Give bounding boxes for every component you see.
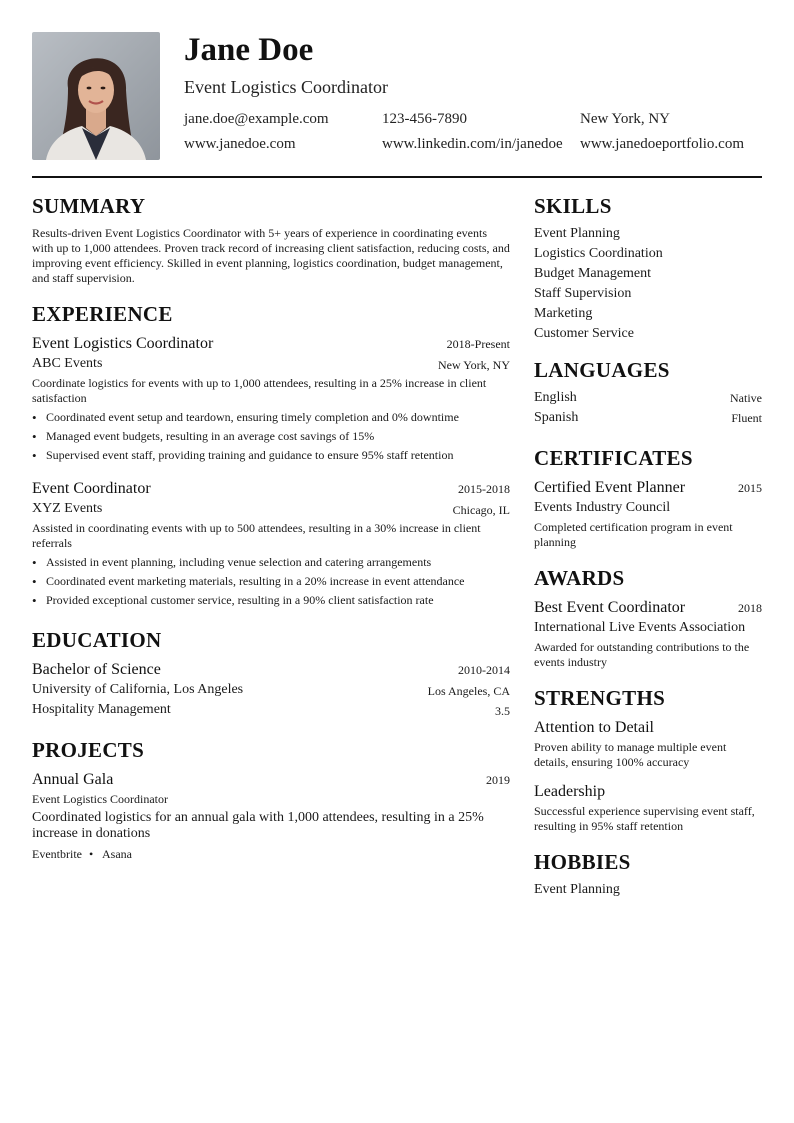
job-bullet: • Supervised event staff, providing training and guidance to ensure 95% staff retention <box>46 448 453 463</box>
education-dates: 2010-2014 <box>458 663 510 677</box>
website-link[interactable]: www.janedoe.com <box>184 136 296 152</box>
job-bullet: • Coordinated event marketing materials, resulting in a 20% increase in event attendance <box>46 574 465 589</box>
skill-item: Customer Service <box>534 326 634 341</box>
separator-dot-icon: • <box>89 847 94 861</box>
skill-item: Marketing <box>534 306 593 321</box>
language-name: Spanish <box>534 410 579 425</box>
summary-text: Results-driven Event Logistics Coordinator with 5+ years of experience in coordinating events with up to 1,000 attendees. Proven track record of increasing client satisfaction, reducing costs, and improving event efficiency. Skilled in event planning, logistics coordination, budget management, and staff supervision. <box>32 226 510 285</box>
hobby-item: Event Planning <box>534 882 620 897</box>
project-description: Coordinated logistics for an annual gala with 1,000 attendees, resulting in a 25% increase in donations <box>32 810 484 841</box>
experience-heading: EXPERIENCE <box>32 302 173 326</box>
candidate-name: Jane Doe <box>184 32 314 68</box>
skills-heading: SKILLS <box>534 194 612 218</box>
skill-item: Logistics Coordination <box>534 246 663 261</box>
job-description: Coordinate logistics for events with up to 1,000 attendees, resulting in a 25% increase in client satisfaction <box>32 376 487 405</box>
job-location: New York, NY <box>437 358 510 372</box>
education-heading: EDUCATION <box>32 628 162 652</box>
summary-heading: SUMMARY <box>32 194 146 218</box>
awards-heading: AWARDS <box>534 566 625 590</box>
education-degree: Bachelor of Science <box>32 661 161 678</box>
job-company: XYZ Events <box>32 501 103 516</box>
languages-heading: LANGUAGES <box>534 358 670 382</box>
job-description: Assisted in coordinating events with up to 500 attendees, resulting in a 30% increase in client referrals <box>32 521 481 550</box>
certificate-description: Completed certification program in event planning <box>534 520 733 549</box>
strength-name: Leadership <box>534 783 606 800</box>
strength-name: Attention to Detail <box>534 719 654 736</box>
job-bullet: • Assisted in event planning, including venue selection and catering arrangements <box>46 555 431 570</box>
phone-text: 123-456-7890 <box>382 111 467 127</box>
certificate-name: Certified Event Planner <box>534 479 686 496</box>
email-link[interactable]: jane.doe@example.com <box>184 111 329 127</box>
profile-photo <box>32 32 160 160</box>
award-issuer: International Live Events Association <box>534 620 746 635</box>
award-year: 2018 <box>738 601 762 615</box>
job-dates: 2018-Present <box>446 337 510 351</box>
project-tool: Eventbrite <box>32 847 82 861</box>
person-portrait-icon <box>32 32 160 160</box>
education-school: University of California, Los Angeles <box>32 682 244 697</box>
education-field: Hospitality Management <box>32 702 171 717</box>
language-level: Fluent <box>731 411 762 425</box>
job-bullet: • Coordinated event setup and teardown, ensuring timely completion and 0% downtime <box>46 410 459 425</box>
certificates-heading: CERTIFICATES <box>534 446 693 470</box>
award-description: Awarded for outstanding contributions to the events industry <box>534 640 750 669</box>
skill-item: Budget Management <box>534 266 652 281</box>
job-bullet: • Managed event budgets, resulting in an average cost savings of 15% <box>46 429 374 444</box>
project-name: Annual Gala <box>32 771 114 788</box>
strength-description: Successful experience supervising event staff, resulting in 95% staff retention <box>534 804 755 833</box>
hobbies-heading: HOBBIES <box>534 850 631 874</box>
certificate-year: 2015 <box>738 481 762 495</box>
portfolio-link[interactable]: www.janedoeportfolio.com <box>580 136 744 152</box>
education-gpa: 3.5 <box>495 704 510 718</box>
job-bullet: • Provided exceptional customer service, resulting in a 90% client satisfaction rate <box>46 593 434 608</box>
projects-heading: PROJECTS <box>32 738 145 762</box>
job-dates: 2015-2018 <box>458 482 510 496</box>
linkedin-link[interactable]: www.linkedin.com/in/janedoe <box>382 136 563 152</box>
language-name: English <box>534 390 577 405</box>
certificate-issuer: Events Industry Council <box>534 500 671 515</box>
project-tool: Asana <box>102 847 132 861</box>
skill-item: Event Planning <box>534 226 620 241</box>
job-role: Event Coordinator <box>32 480 151 497</box>
location-text: New York, NY <box>580 111 671 127</box>
project-role: Event Logistics Coordinator <box>32 792 168 806</box>
strength-description: Proven ability to manage multiple event details, ensuring 100% accuracy <box>534 740 727 769</box>
project-year: 2019 <box>486 773 510 787</box>
skill-item: Staff Supervision <box>534 286 632 301</box>
award-name: Best Event Coordinator <box>534 599 686 616</box>
candidate-title: Event Logistics Coordinator <box>184 77 388 97</box>
job-role: Event Logistics Coordinator <box>32 335 214 352</box>
strengths-heading: STRENGTHS <box>534 686 666 710</box>
language-level: Native <box>730 391 762 405</box>
education-location: Los Angeles, CA <box>427 684 510 698</box>
job-location: Chicago, IL <box>452 503 510 517</box>
header-divider <box>32 176 762 178</box>
job-company: ABC Events <box>32 356 103 371</box>
